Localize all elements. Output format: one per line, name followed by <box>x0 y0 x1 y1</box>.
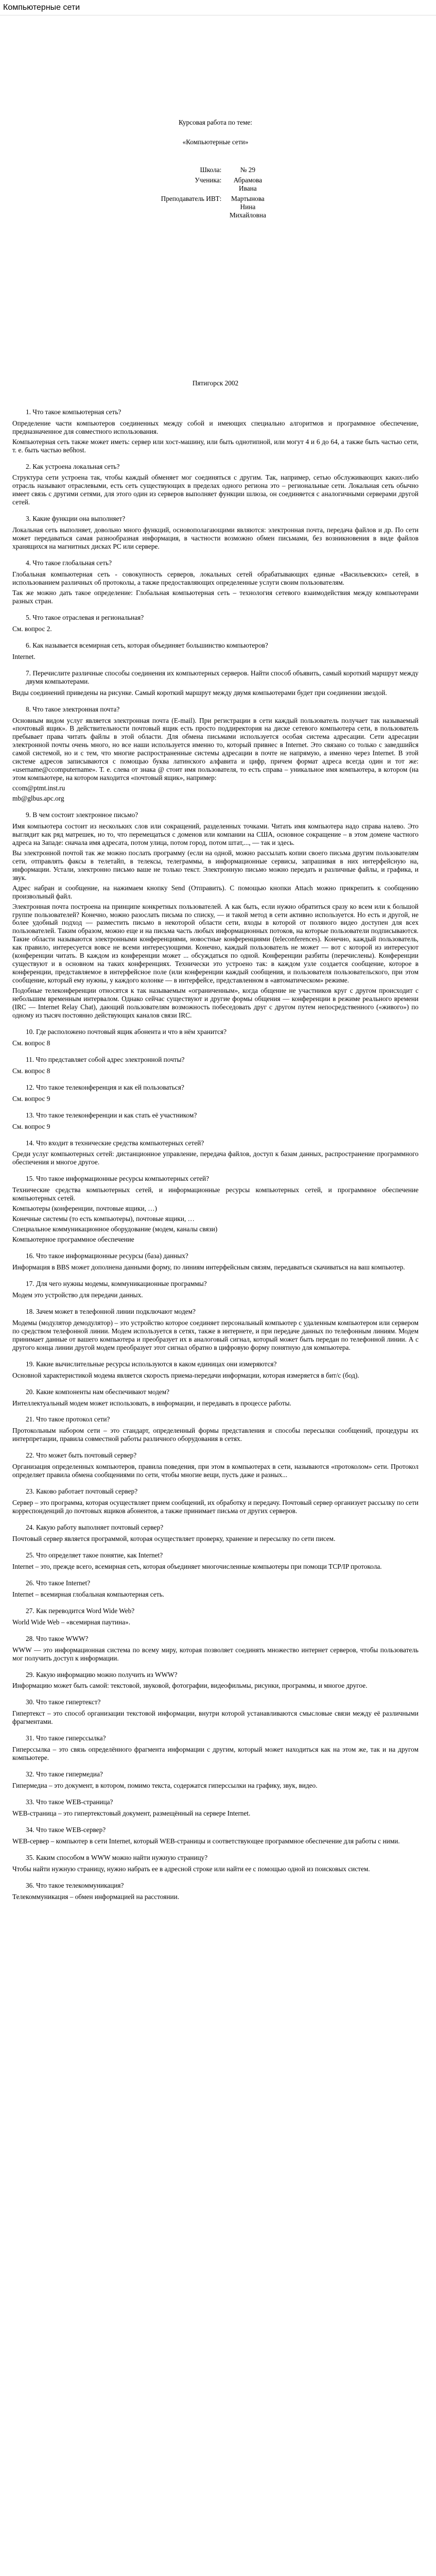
cover-row-label: Ученика: <box>195 176 222 184</box>
answer-paragraph: Локальная сеть выполняет, довольно много функций, основополагающими являются: электронная почта, передача файлов и др. По сети может передаваться самая разнообразная информация, в частности возможно обмен письмами, без возникновения в виде файлов хранящихся на магнитных дисках PC или сервере. <box>12 526 418 551</box>
question-heading: 10. Где расположено почтовый ящик абонента и что в нём хранится? <box>26 1027 226 1036</box>
question-heading: 36. Что такое телекоммуникация? <box>26 1881 124 1889</box>
question-heading: 30. Что такое гипертекст? <box>26 1698 101 1706</box>
cover-row <box>159 194 272 221</box>
document-body <box>0 118 436 1901</box>
question-heading: 23. Каково работает почтовый сервер? <box>26 1487 138 1496</box>
question-heading: 13. Что такое телеконференции и как стать её участником? <box>26 1111 197 1119</box>
answer-paragraph: Основной характеристикой модема является скорость приема-передачи информации, которая измеряется в бит/с (бод). <box>12 1371 359 1379</box>
answer-paragraph: Протокольным набором сети – это стандарт, определенный формы представления и способы пересылки сообщений, процедуры их интерпретации, правила совместной работы различного оборудования в сетях. <box>12 1427 418 1443</box>
answer-paragraph: ccom@ptmt.inst.ru <box>12 784 65 792</box>
answer-paragraph: См. вопрос 8 <box>12 1066 50 1075</box>
answer-paragraph: См. вопрос 9 <box>12 1094 50 1103</box>
page-title: Компьютерные сети <box>0 0 436 15</box>
cover-row-value: № 29 <box>240 166 256 174</box>
list-item: Компьютерное программное обеспечение <box>12 1235 134 1244</box>
question-heading: 20. Какие компоненты нам обеспечивают модем? <box>26 1387 170 1396</box>
answer-paragraph: Имя компьютера состоит из нескольких слов или сокращений, разделенных точками. Читать имя компьютера надо справа налево. Это выглядит как ряд матрешек, но то, что перемещаться с доменов или компании на США, основное сокращение – в этом домене частного адреса на Западе: сначала имя адресата, потом улица, потом город, потом штат,..., — так и здесь. <box>12 822 418 846</box>
question-heading: 31. Что такое гиперссылка? <box>26 1734 106 1742</box>
answer-paragraph: Организация определенных компьютеров, правила поведения, при этом в компьютерах в сети, называются «протоколом» сети. Протокол определяет правила обмена сообщениями по сети, чтобы многие вещи, пусть даже и разных... <box>12 1463 418 1479</box>
question-heading: 11. Что представляет собой адрес электронной почты? <box>26 1055 185 1063</box>
answer-paragraph: Среди услуг компьютерных сетей: дистанционное управление, передача файлов, доступ к базам данных, распространение программного обеспечения и многое другое. <box>12 1150 418 1166</box>
question-heading: 21. Что такое протокол сети? <box>26 1415 110 1423</box>
answer-paragraph: См. вопрос 2. <box>12 624 52 633</box>
answer-paragraph: Определение части компьютеров соединенных между собой и имеющих специально алгоритмов и программное обеспечение, предназначенное для совместного использования. <box>12 419 418 435</box>
answer-paragraph: Виды соединений приведены на рисунке. Самый короткий маршрут между двумя компьютерами будет при соединении звездой. <box>12 688 387 697</box>
list-item: Конечные системы (то есть компьютеры), почтовые ящики, … <box>12 1215 195 1223</box>
question-heading: 5. Что такое отраслевая и региональная? <box>26 613 144 621</box>
answer-paragraph: Глобальная компьютерная сеть - совокупность серверов, локальных сетей обрабатывающих единые «Васильевских» сетей, в использованием различных об протоколы, а также предоставляющих определенные услуги своим пользователям. <box>12 570 418 587</box>
answer-paragraph: Гипертекст – это способ организации текстовой информации, внутри которой устанавливаются смысловые связи между её различными фрагментами. <box>12 1709 418 1726</box>
answer-paragraph: Модемы (модулятор демодулятор) – это устройство которое соединяет персональный компьютер с удаленным компьютером или сервером по средством телефонной линии. Модем используется в сетях, также в интернете, и при передаче данных по телефонным линиям. Модем принимает данные от вашего компьютера и преобразует их в аналоговый сигнал, который может быть передан по телефонной линии. А с другого конца линии другой модем преобразует этот сигнал обратно в цифровую форму понятную для компьютера. <box>12 1318 418 1351</box>
question-heading: 32. Что такое гипермедиа? <box>26 1770 103 1778</box>
cover-row-label: Школа: <box>200 166 222 174</box>
answer-paragraph: См. вопрос 9 <box>12 1122 50 1130</box>
question-heading: 33. Что такое WEB-страница? <box>26 1798 113 1806</box>
answer-paragraph: WWW — это информационная система по всему миру, которая позволяет соединять множество интернет серверов, чтобы пользователь мог получить доступ к информации. <box>12 1646 418 1662</box>
question-heading: 16. Что такое информационные ресурсы (база) данных? <box>26 1252 188 1260</box>
answer-paragraph: Информацию может быть самой: текстовой, звуковой, фотографии, видеофильмы, рисунки, программы, и многое другое. <box>12 1682 368 1690</box>
question-heading: 35. Каким способом в WWW можно найти нужную страницу? <box>26 1853 208 1861</box>
question-heading: 24. Какую работу выполняет почтовый сервер? <box>26 1523 164 1532</box>
question-heading: 4. Что такое глобальная сеть? <box>26 559 112 567</box>
question-heading: 14. Что входит в технические средства компьютерных сетей? <box>26 1139 204 1147</box>
question-heading: 27. Как переводится Word Wide Web? <box>26 1606 135 1615</box>
answer-paragraph: Электронная почта построена на принципе конкретных пользователей. А как быть, если нужно обратиться сразу ко всем или к большой группе пользователей? Конечно, можно разослать письма по списку, — и такой метод в сети активно используется. Но есть и другой, не более удобный подход — разместить письмо в некоторой области сети, входы в которой от поляного видео доступен для всех пользователей. Таким образом, можно еще и на письма часть любых информационных потоков, на которые пользователи подписываются. Такие области называются электронными конференциями, новостные конференциями (teleconferences). Конечно, каждый пользователь, как правило, интересуется вовсе не всеми интересующими. Конечно, каждый пользователь не может — вот с которой из интересуют (конференции читать. В каждом из конференции может ... обсуждаться по одной. Конференции разбиты (перечислены). Конференции существуют и в основном на таких конференциях. Технически это устроено так: в каждом узле создается сообщение, которое в конференции, представляемое в интерфейсное поле (или конференции каждый сообщения, и пользователя пользовательского, при этом сообщение, который ему нужны, у каждого колонке — в интерфейсе, представленном в «автоматическом» режиме. <box>12 902 418 985</box>
answer-paragraph: Internet – это, прежде всего, всемирная сеть, которая объединяет многочисленные компьютеры при помощи TCP/IP протокола. <box>12 1562 382 1570</box>
answer-paragraph: Адрес набран и сообщение, на нажимаем кнопку Send (Отправить). С помощью кнопки Attach можно прикрепить к сообщению произвольный файл. <box>12 884 418 900</box>
question-heading: 7. Перечислите различные способы соединения их компьютерных серверов. Найти способ объявить, самый короткий маршрут между двумя компьютерами. <box>26 669 418 685</box>
answer-paragraph: WEB-страница – это гипертекстовый документ, размещённый на сервере Internet. <box>12 1809 251 1817</box>
cover-city-year: Пятигорск 2002 <box>192 379 239 387</box>
cover-row-value: Абрамова Ивана <box>233 176 263 192</box>
question-heading: 28. Что такое WWW? <box>26 1634 89 1642</box>
question-heading: 17. Для чего нужны модемы, коммуникационные программы? <box>26 1279 207 1287</box>
qa-content <box>12 408 418 1901</box>
question-heading: 34. Что такое WEB-сервер? <box>26 1825 106 1834</box>
answer-paragraph: Модем это устройство для передачи данных. <box>12 1291 143 1299</box>
question-heading: 25. Что определяет такое понятие, как Internet? <box>26 1551 163 1559</box>
answer-paragraph: World Wide Web – «всемирная паутина». <box>12 1618 131 1626</box>
question-heading: 29. Какую информацию можно получить из WWW? <box>26 1670 178 1679</box>
answer-paragraph: Подобные телеконференции относятся к так называемым «ограниченным», когда общение не участников круг с другом происходит с небольшим временным интервалом. Однако сейчас существуют и другие формы общения — конференции в режиме реального времени (IRC — Internet Relay Chat), дающий пользователям возможность побеседовать друг с другом путем непосредственного («живого») по одному из тысяч постоянно действующих каналов связи IRC. <box>12 987 418 1019</box>
cover-row-label: Преподаватель ИВТ: <box>161 194 222 202</box>
answer-paragraph: Гиперссылка – это связь определённого фрагмента информации с другим, который может находиться как на этом же, так и на другом компьютере. <box>12 1745 418 1762</box>
question-heading: 15. Что такое информационные ресурсы компьютерных сетей? <box>26 1175 210 1183</box>
cover-line-1: Курсовая работа по теме: <box>179 118 252 127</box>
answer-paragraph: Основным видом услуг является электронная почта (E-mail). При регистрации в сети каждый пользователь получает так называемый «почтовый ящик». В действительности почтовый ящик есть просто поддиректория на диске сетевого компьютера сети, в пользователь пребывает права читать файлы в этой области. Для обмена письмами используется особая система адресации. Сети адресации электронной почты очень много, но все наши используется именно то, который привнес в Internet. Это связано со только с заведшийся самой системой, но и с тем, что многие распространенные системы адресации в почте не напрямую, а именно через Internet. В этой системе адресов записываются с помощью буква латинского алфавита и цифр, причем формат адреса всегда один и тот же: «username@ccomputername». Т. е. слева от знака @ стоит имя пользователя, то есть справа – уникальное имя компьютера, в котором (на этом компьютере, на котором находится «почтовый ящик», например: <box>12 716 418 782</box>
question-heading: 8. Что такое электронная почта? <box>26 705 120 713</box>
answer-paragraph: Чтобы найти нужную страницу, нужно набрать ее в адресной строке или найти ее с помощью одной из поисковых систем. <box>12 1865 370 1873</box>
list-item: Специальное коммуникационное оборудование (модем, каналы связи) <box>12 1225 218 1233</box>
question-heading: 18. Зачем может в телефонной линии подключают модем? <box>26 1307 196 1315</box>
cover-line-2: «Компьютерные сети» <box>182 138 249 146</box>
cover-row-value: Мартынова Нина Михайловна <box>229 194 266 219</box>
answer-paragraph: Так же можно дать такое определение: Глобальная компьютерная сеть – технология сетевого взаимодействия между компьютерами разных стран. <box>12 588 418 605</box>
question-heading: 2. Как устроена локальная сеть? <box>26 462 120 470</box>
answer-paragraph: Вы электронной почтой так же можно послать программу (если на одной, можно рассылать копии своего письма другим пользователям сети, отправлять факсы в телетайп, в телексы, телеграммы, в информационные сервисы, запрашивая в них интерфейсную на, информации. Устали, электронно письмо ваше не только текст. Электронную письмо можно передать и различные файлы, и графика, и звук. <box>12 849 418 882</box>
question-heading: 1. Что такое компьютерная сеть? <box>26 408 121 416</box>
question-heading: 12. Что такое телеконференция и как ей пользоваться? <box>26 1083 184 1091</box>
answer-paragraph: См. вопрос 8 <box>12 1039 50 1047</box>
answer-paragraph: mb@glbus.apc.org <box>12 794 64 803</box>
question-heading: 26. Что такое Internet? <box>26 1579 91 1587</box>
answer-paragraph: Сервер – это программа, которая осуществляет прием сообщений, их обработку и передачу. Почтовый сервер организует рассылку по сети корреспонденций до почтовых ящиков абонентов, а также принимает письма от других серверов. <box>12 1499 418 1515</box>
answer-paragraph: Информация в BBS может дополнена данными форму, по линиям интерфейсным связям, передаваться скачиваться на ваш компьютер. <box>12 1263 405 1272</box>
cover-block <box>12 118 418 221</box>
cover-info-table <box>159 165 272 221</box>
cover-row <box>159 165 272 175</box>
answer-paragraph: WEB-сервер – компьютер в сети Internet, который WEB-страницы и соответствующее программное обеспечение для работы с ними. <box>12 1837 400 1845</box>
question-heading: 6. Как называется всемирная сеть, которая объединяет большинство компьютеров? <box>26 641 268 649</box>
answer-paragraph: Компьютерная сеть также может иметь: сервер или хост-машину, или быть однотипной, или могут 4 и 6 до 64, а также быть частью сети, т. е. быть частью вебhost. <box>12 437 418 454</box>
answer-paragraph: Структура сети устроена так, чтобы каждый обменяет мог соединяться с другим. Так, например, сетью обслуживающих каких-либо отрасль называют отраслевыми, есть сеть существующих в пределах одного региона это – региональные сети. Локальная сеть обычно имеет связь с другими сетями, для этого один из серверов выполняет функции шлюза, он соединяется с аналогичными серверами другой сетей. <box>12 473 418 506</box>
answer-paragraph: Internet. <box>12 652 36 660</box>
answer-paragraph: Технические средства компьютерных сетей, и информационные ресурсы компьютерных сетей, и программное обеспечение компьютерных сетей. <box>12 1186 418 1202</box>
question-heading: 19. Какие вычислительные ресурсы используются в каком единицах они измеряются? <box>26 1360 277 1368</box>
answer-paragraph: Телекоммуникация – обмен информацией на расстоянии. <box>12 1892 180 1901</box>
answer-paragraph: Почтовый сервер является программой, которая осуществляет проверку, хранение и пересылку по сети писем. <box>12 1534 336 1543</box>
question-heading: 9. В чем состоит электронное письмо? <box>26 811 138 819</box>
list-item: Компьютеры (конференции, почтовые ящики, …) <box>12 1205 157 1213</box>
question-heading: 3. Какие функции она выполняет? <box>26 515 126 523</box>
answer-paragraph: Internet – всемирная глобальная компьютерная сеть. <box>12 1590 164 1598</box>
answer-paragraph: Гипермедиа – это документ, в котором, помимо текста, содержатся гиперссылки на графику, звук, видео. <box>12 1782 318 1790</box>
question-heading: 22. Что может быть почтовый сервер? <box>26 1451 137 1460</box>
answer-paragraph: Интеллектуальный модем может использовать, в информации, и передавать в процессе работы. <box>12 1399 291 1407</box>
cover-row <box>159 175 272 194</box>
bullet-list <box>12 1205 418 1244</box>
